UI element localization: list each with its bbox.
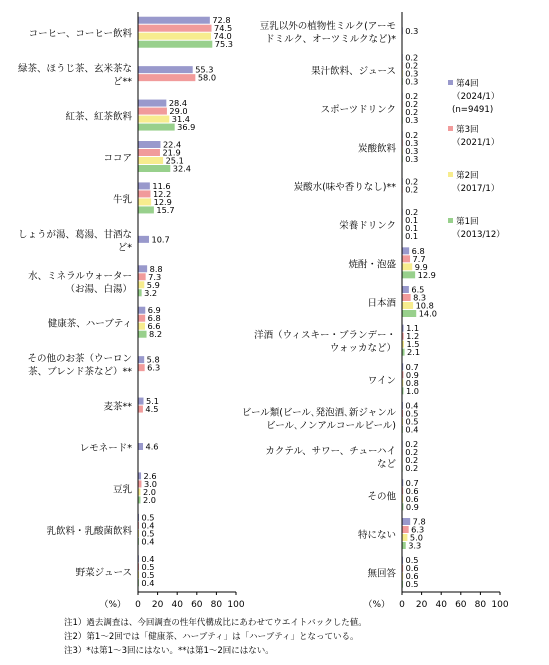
right-bar bbox=[403, 518, 411, 525]
right-value-label: 6.5 bbox=[411, 284, 425, 295]
right-tick-label: 0 bbox=[399, 600, 405, 610]
right-category-label: ワイン bbox=[367, 375, 396, 387]
left-bar bbox=[139, 265, 148, 272]
left-bar bbox=[139, 182, 150, 189]
left-unit-label: （%） bbox=[99, 600, 126, 610]
right-bar bbox=[403, 333, 404, 340]
left-value-label: 3.2 bbox=[144, 287, 158, 298]
left-value-label: 5.8 bbox=[146, 354, 160, 365]
left-category-label: ど** bbox=[112, 76, 132, 88]
right-value-label: 0.5 bbox=[405, 416, 419, 427]
left-bar bbox=[139, 33, 212, 40]
right-value-label: 0.4 bbox=[405, 424, 419, 435]
right-category-label: 栄養ドリンク bbox=[339, 220, 396, 232]
right-value-label: 0.3 bbox=[405, 153, 419, 164]
left-value-label: 74.0 bbox=[213, 31, 232, 42]
left-bar bbox=[139, 307, 146, 314]
right-bar bbox=[403, 371, 404, 378]
right-category-label: 無回答 bbox=[367, 568, 396, 580]
legend-series-name: 第1回 bbox=[456, 217, 479, 227]
left-value-label: 2.0 bbox=[142, 494, 156, 505]
right-tick-label: 80 bbox=[474, 600, 487, 610]
right-bar bbox=[403, 526, 409, 533]
right-value-label: 0.2 bbox=[405, 455, 419, 466]
left-bar bbox=[139, 108, 167, 115]
left-value-label: 5.1 bbox=[145, 396, 160, 407]
right-bar bbox=[403, 495, 404, 502]
right-bar bbox=[403, 341, 404, 348]
right-bar bbox=[403, 479, 404, 486]
right-value-label: 0.3 bbox=[405, 137, 419, 148]
left-value-label: 0.5 bbox=[141, 512, 155, 523]
legend-swatch bbox=[448, 172, 453, 177]
right-value-label: 7.7 bbox=[412, 253, 426, 264]
right-value-label: 0.1 bbox=[405, 223, 419, 234]
left-tick-label: 60 bbox=[191, 600, 203, 610]
right-value-label: 0.3 bbox=[405, 68, 419, 79]
right-value-label: 0.2 bbox=[405, 99, 419, 110]
left-value-label: 5.9 bbox=[146, 279, 160, 290]
footnote-2: 注2）第1～2回では「健康茶、ハーブティ」は「ハーブティ」となっている。 bbox=[64, 632, 359, 642]
right-value-label: 0.2 bbox=[405, 184, 419, 195]
left-value-label: 0.4 bbox=[141, 536, 155, 547]
left-tick-label: 20 bbox=[151, 600, 164, 610]
left-category-label: 豆乳 bbox=[112, 484, 132, 496]
right-tick-label: 40 bbox=[435, 600, 447, 610]
right-value-label: 0.2 bbox=[405, 60, 419, 71]
right-value-label: 0.6 bbox=[405, 493, 419, 504]
right-bar bbox=[403, 294, 411, 301]
left-bar bbox=[139, 165, 171, 172]
left-bar bbox=[139, 480, 142, 487]
right-value-label: 1.5 bbox=[406, 339, 420, 350]
right-value-label: 0.7 bbox=[405, 477, 419, 488]
left-value-label: 2.0 bbox=[142, 486, 156, 497]
left-category-label: ココア bbox=[103, 153, 132, 164]
right-category-label: ビール類(ビール､発泡酒､新ジャンル bbox=[241, 407, 396, 419]
left-category-label: 水、ミネラルウォーター bbox=[28, 270, 132, 282]
right-value-label: 10.8 bbox=[415, 300, 434, 311]
left-value-label: 6.9 bbox=[147, 305, 161, 316]
left-value-label: 0.4 bbox=[141, 520, 155, 531]
right-category-label: ウォッカなど） bbox=[329, 343, 396, 355]
right-bar bbox=[403, 271, 416, 278]
right-value-label: 0.2 bbox=[405, 129, 419, 140]
right-bar bbox=[403, 263, 413, 270]
right-category-label: スポーツドリンク bbox=[320, 104, 396, 116]
left-value-label: 21.9 bbox=[162, 147, 181, 158]
left-tick-label: 100 bbox=[227, 600, 245, 610]
left-bar bbox=[139, 356, 145, 363]
right-bar bbox=[403, 255, 411, 262]
left-bar bbox=[139, 206, 154, 213]
left-value-label: 72.8 bbox=[212, 15, 231, 26]
legend-series-name: 第4回 bbox=[456, 79, 479, 89]
left-bar bbox=[139, 141, 161, 148]
left-value-label: 0.5 bbox=[141, 569, 155, 580]
left-bar bbox=[139, 198, 152, 205]
left-bar bbox=[139, 116, 170, 123]
legend-series-detail: （2017/1） bbox=[452, 184, 500, 194]
left-value-label: 12.2 bbox=[152, 188, 172, 199]
right-value-label: 0.8 bbox=[405, 377, 419, 388]
left-value-label: 8.8 bbox=[149, 263, 163, 274]
legend-swatch bbox=[448, 218, 453, 223]
legend-series-detail: （2024/1） bbox=[452, 92, 500, 102]
right-value-label: 0.2 bbox=[405, 176, 419, 187]
right-bar bbox=[403, 379, 404, 386]
left-value-label: 11.6 bbox=[152, 180, 171, 191]
right-bar bbox=[403, 302, 414, 309]
left-bar bbox=[139, 472, 142, 479]
right-value-label: 0.3 bbox=[405, 115, 419, 126]
right-value-label: 0.4 bbox=[405, 400, 419, 411]
left-bar bbox=[139, 124, 175, 131]
left-value-label: 2.6 bbox=[143, 470, 157, 481]
left-bar bbox=[139, 323, 145, 330]
right-category-label: 果汁飲料、ジュース bbox=[311, 66, 396, 77]
right-category-label: など bbox=[376, 459, 396, 471]
left-value-label: 0.4 bbox=[141, 577, 155, 588]
left-bar bbox=[139, 443, 144, 450]
right-value-label: 0.3 bbox=[405, 25, 419, 36]
left-value-label: 0.4 bbox=[141, 553, 155, 564]
right-value-label: 0.1 bbox=[405, 231, 419, 242]
legend-series-detail: (n=9491) bbox=[452, 105, 494, 115]
right-bar bbox=[403, 325, 404, 332]
left-value-label: 36.9 bbox=[177, 122, 196, 133]
left-category-label: その他のお茶（ウーロン bbox=[27, 353, 132, 365]
left-category-label: 健康茶、ハーブティ bbox=[47, 318, 132, 330]
left-bar bbox=[139, 488, 141, 495]
right-bar bbox=[403, 565, 404, 572]
left-category-label: 野菜ジュース bbox=[75, 567, 132, 579]
right-value-label: 1.2 bbox=[406, 331, 420, 342]
left-value-label: 55.3 bbox=[195, 64, 214, 75]
right-value-label: 6.8 bbox=[411, 245, 425, 256]
right-value-label: 0.2 bbox=[405, 463, 419, 474]
left-category-label: 麦茶** bbox=[103, 401, 132, 413]
left-value-label: 15.7 bbox=[156, 204, 175, 215]
left-bar bbox=[139, 398, 144, 405]
left-value-label: 10.7 bbox=[151, 234, 170, 245]
left-bar bbox=[139, 74, 196, 81]
left-value-label: 0.5 bbox=[141, 528, 155, 539]
left-bar bbox=[139, 496, 141, 503]
left-value-label: 12.9 bbox=[153, 196, 172, 207]
left-category-label: 牛乳 bbox=[112, 194, 132, 206]
legend-series-detail: （2021/1） bbox=[452, 138, 500, 148]
footnote-1: 注1）過去調査は、今回調査の性年代構成比にあわせてウエイトバックした値。 bbox=[64, 618, 367, 628]
right-value-label: 0.2 bbox=[405, 207, 419, 218]
left-category-label: 乳飲料・乳酸菌飲料 bbox=[46, 525, 132, 537]
right-unit-label: （%） bbox=[363, 600, 390, 610]
right-value-label: 2.1 bbox=[407, 347, 421, 358]
left-category-label: コーヒー、コーヒー飲料 bbox=[28, 28, 132, 40]
right-category-label: ドミルク、オーツミルクなど)* bbox=[265, 33, 396, 45]
right-value-label: 0.2 bbox=[405, 107, 419, 118]
right-value-label: 0.2 bbox=[405, 91, 419, 102]
right-value-label: 0.9 bbox=[405, 369, 419, 380]
right-tick-label: 60 bbox=[455, 600, 467, 610]
right-tick-label: 20 bbox=[415, 600, 428, 610]
right-value-label: 0.5 bbox=[405, 579, 419, 590]
left-value-label: 29.0 bbox=[169, 106, 188, 117]
left-category-label: 紅茶、紅茶飲料 bbox=[65, 111, 132, 123]
right-value-label: 0.2 bbox=[405, 52, 419, 63]
left-category-label: ど* bbox=[117, 242, 132, 254]
left-bar bbox=[139, 331, 147, 338]
right-value-label: 7.8 bbox=[412, 516, 426, 527]
left-value-label: 6.6 bbox=[147, 321, 161, 332]
right-category-label: その他 bbox=[367, 491, 396, 503]
right-value-label: 0.5 bbox=[405, 555, 419, 566]
right-value-label: 0.6 bbox=[405, 571, 419, 582]
left-bar bbox=[139, 157, 164, 164]
right-value-label: 5.0 bbox=[409, 532, 423, 543]
right-bar bbox=[403, 542, 406, 549]
right-bar bbox=[403, 349, 405, 356]
legend-series-name: 第2回 bbox=[456, 171, 479, 181]
right-value-label: 0.2 bbox=[405, 439, 419, 450]
left-bar bbox=[139, 315, 146, 322]
right-value-label: 14.0 bbox=[418, 308, 437, 319]
left-category-label: （お湯、白湯） bbox=[65, 283, 132, 295]
right-category-label: 豆乳以外の植物性ミルク(アーモ bbox=[259, 20, 396, 32]
right-value-label: 1.0 bbox=[405, 385, 420, 396]
left-bar bbox=[139, 190, 151, 197]
left-category-label: 緑茶、ほうじ茶、玄米茶な bbox=[17, 63, 132, 75]
right-value-label: 3.3 bbox=[408, 540, 422, 551]
right-value-label: 1.1 bbox=[406, 323, 420, 334]
left-bar bbox=[139, 273, 146, 280]
left-bar bbox=[139, 289, 142, 296]
left-tick-label: 80 bbox=[210, 600, 223, 610]
left-value-label: 25.1 bbox=[165, 155, 184, 166]
right-bar bbox=[403, 247, 410, 254]
left-value-label: 0.5 bbox=[141, 561, 155, 572]
left-value-label: 28.4 bbox=[168, 98, 188, 109]
right-category-label: 日本酒 bbox=[367, 298, 396, 309]
left-bar bbox=[139, 364, 145, 371]
left-bar bbox=[139, 100, 167, 107]
left-value-label: 4.6 bbox=[145, 441, 159, 452]
left-value-label: 32.4 bbox=[172, 163, 191, 174]
right-value-label: 0.3 bbox=[405, 76, 419, 87]
left-category-label: しょうが湯、葛湯、甘酒な bbox=[17, 229, 132, 241]
left-value-label: 31.4 bbox=[171, 114, 191, 125]
right-category-label: 炭酸飲料 bbox=[357, 143, 396, 155]
left-value-label: 74.5 bbox=[214, 23, 233, 34]
right-bar bbox=[403, 487, 404, 494]
legend-series-name: 第3回 bbox=[456, 125, 479, 135]
left-value-label: 22.4 bbox=[162, 139, 182, 150]
right-value-label: 8.3 bbox=[413, 292, 427, 303]
left-bar bbox=[139, 236, 149, 243]
right-category-label: 洋酒（ウィスキー・ブランデー・ bbox=[254, 330, 396, 342]
right-category-label: 焼酎・泡盛 bbox=[348, 259, 396, 271]
left-bar bbox=[139, 406, 143, 413]
left-value-label: 4.5 bbox=[145, 404, 159, 415]
right-value-label: 0.2 bbox=[405, 447, 419, 458]
right-bar bbox=[403, 387, 404, 394]
right-bar bbox=[403, 503, 404, 510]
right-category-label: カクテル、サワー、チューハイ bbox=[265, 446, 396, 458]
right-value-label: 0.3 bbox=[405, 145, 419, 156]
right-bar bbox=[403, 286, 409, 293]
left-tick-label: 40 bbox=[171, 600, 183, 610]
right-bar bbox=[403, 573, 404, 580]
left-category-label: レモネード* bbox=[79, 443, 132, 454]
left-value-label: 8.2 bbox=[149, 329, 163, 340]
right-value-label: 9.9 bbox=[414, 261, 428, 272]
left-bar bbox=[139, 17, 210, 24]
right-tick-label: 100 bbox=[491, 600, 509, 610]
right-value-label: 0.9 bbox=[405, 501, 419, 512]
right-bar bbox=[403, 310, 417, 317]
left-value-label: 6.8 bbox=[147, 313, 161, 324]
left-bar bbox=[139, 149, 160, 156]
right-value-label: 0.7 bbox=[405, 361, 419, 372]
left-category-label: 茶、ブレンド茶など）** bbox=[28, 366, 132, 378]
left-value-label: 6.3 bbox=[147, 362, 161, 373]
left-value-label: 3.0 bbox=[143, 478, 157, 489]
right-value-label: 0.5 bbox=[405, 408, 419, 419]
right-value-label: 6.3 bbox=[411, 524, 425, 535]
right-bar bbox=[403, 534, 408, 541]
right-category-label: 特にない bbox=[357, 530, 396, 541]
right-value-label: 0.1 bbox=[405, 215, 419, 226]
right-value-label: 0.6 bbox=[405, 485, 419, 496]
legend-swatch bbox=[448, 126, 453, 131]
left-bar bbox=[139, 41, 213, 48]
left-bar bbox=[139, 25, 212, 32]
left-bar bbox=[139, 66, 193, 73]
left-tick-label: 0 bbox=[135, 600, 141, 610]
right-value-label: 0.6 bbox=[405, 563, 419, 574]
left-value-label: 58.0 bbox=[197, 72, 217, 83]
legend-swatch bbox=[448, 80, 453, 85]
right-value-label: 12.9 bbox=[417, 269, 436, 280]
left-value-label: 75.3 bbox=[214, 39, 234, 50]
right-category-label: ビール､ノンアルコールビール) bbox=[266, 420, 396, 432]
left-value-label: 7.3 bbox=[148, 271, 162, 282]
right-category-label: 炭酸水(味や香りなし)** bbox=[293, 182, 396, 193]
footnote-3: 注3）*は第1～3回にはない。**は第1～2回にはない。 bbox=[64, 646, 274, 656]
right-bar bbox=[403, 363, 404, 370]
legend-series-detail: （2013/12） bbox=[452, 230, 505, 240]
